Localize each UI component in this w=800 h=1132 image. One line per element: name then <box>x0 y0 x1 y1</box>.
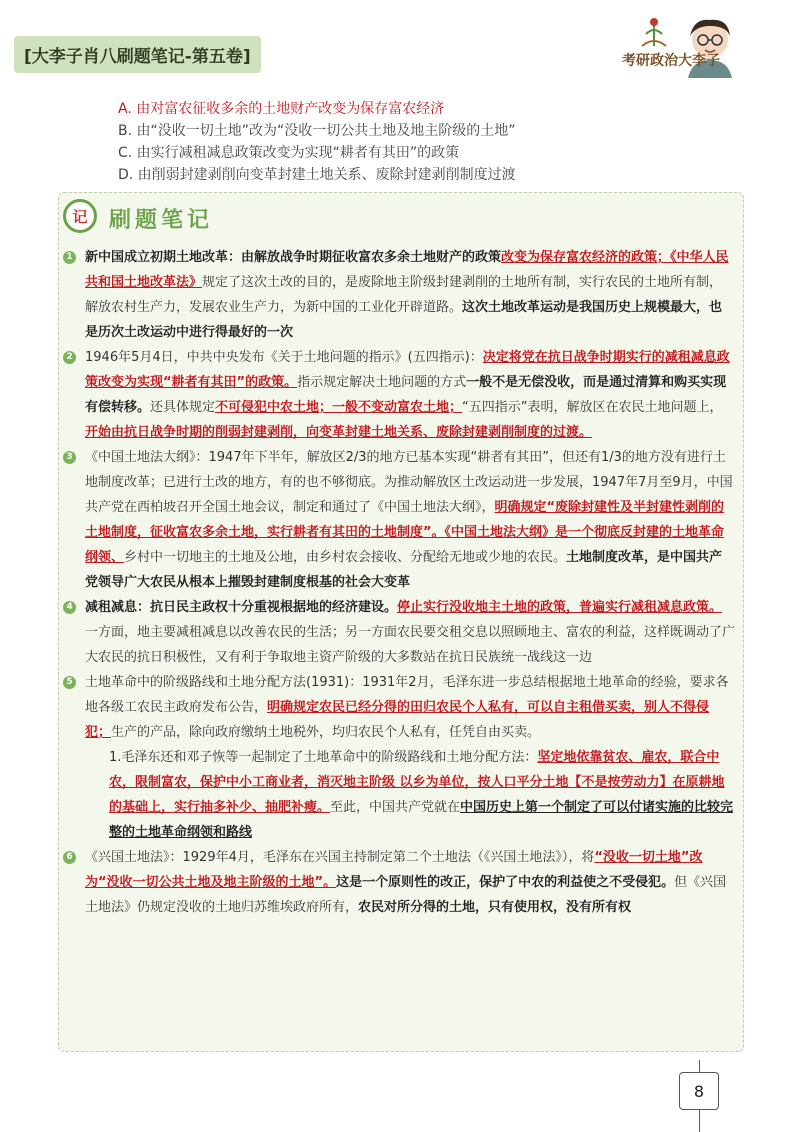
note-text-segment: 这次土地改革运动是我国历史上规模最大，也是历次土改运动中进行得最好的一次 <box>85 300 723 340</box>
note-text-segment: 至此，中国共产党就在 <box>330 800 461 815</box>
option-d: D. 由削弱封建剥削向变革封建土地关系、废除封建剥削制度过渡 <box>118 167 516 183</box>
note-text-segment: 土地革命中的阶级路线和土地分配方法(1931)：1931年2月，毛泽东进一步总结根据地土地革命的经验，要求各地各级工农民主政府发布公告， <box>85 675 729 715</box>
note-text-segment: 土地制度改革，是中国共产党领导广大农民从根本上摧毁封建制度根基的社会大变革 <box>85 550 723 590</box>
note-sub-item <box>59 745 735 845</box>
note-text-segment: 规定了这次土改的目的，是废除地主阶级封建剥削的土地所有制，实行农民的土地所有制，解放农村生产力，发展农业生产力，为新中国的工业化开辟道路。 <box>85 275 723 315</box>
note-text-segment: 决定将党在抗日战争时期实行的减租减息政策改变为实现“耕者有其田”的政策。 <box>85 350 730 390</box>
notes-box <box>58 192 744 1052</box>
brand-text: 考研政治大李子 <box>622 53 720 69</box>
note-text-segment: 新中国成立初期土地改革：由解放战争时期征收富农多余土地财产的政策 <box>85 250 502 265</box>
note-text-segment: 停止实行没收地主土地的政策，普遍实行减租减息政策。 <box>397 600 723 615</box>
note-number-bullet: 5 <box>63 676 76 689</box>
note-text-segment: 开始由抗日战争时期的削弱封建剥削，向变革封建土地关系、废除封建剥削制度的过渡。 <box>85 425 593 440</box>
note-text-segment: 1.毛泽东还和邓子恢等一起制定了土地革命中的阶级路线和土地分配方法： <box>109 750 538 765</box>
note-text-segment: 改变为保存富农经济的政策；《中华人民共和国土地改革法》 <box>85 250 729 290</box>
note-text-segment: 一般不是无偿没收，而是通过清算和购买实现有偿转移。 <box>85 375 727 415</box>
note-text-segment: 农民对所分得的土地，只有使用权，没有所有权 <box>358 900 632 915</box>
note-text-segment: 1946年5月4日，中共中央发布《关于土地问题的指示》(五四指示)： <box>85 350 483 365</box>
note-text-segment: 乡村中一切地主的土地及公地，由乡村农会接收、分配给无地或少地的农民。 <box>124 550 567 565</box>
note-text-segment: 减租减息：抗日民主政权十分重视根据地的经济建设。 <box>85 600 398 615</box>
note-text-segment: 《兴国土地法》：1929年4月，毛泽东在兴国主持制定第二个土地法（《兴国土地法》），将 <box>85 850 595 865</box>
note-text-segment: 这是一个原则性的改正，保护了中农的利益使之不受侵犯。 <box>336 875 675 890</box>
note-text-segment: 《中国土地法大纲》：1947年下半年，解放区2/3的地方已基本实现“耕者有其田”，但还有1/3的地方没有进行土地制度改革；已进行土改的地方，有的也不够彻底。为推动解放区土改运动进一步发展，1947年7月至9月，中国共产党在西柏坡召开全国土地会议，制定和通过了《中国土地法大纲》， <box>85 450 733 515</box>
header-tag: [大李子肖八刷题笔记-第五卷] <box>14 36 261 73</box>
note-number-bullet: 1 <box>63 251 76 264</box>
note-number-bullet: 3 <box>63 451 76 464</box>
note-item <box>59 445 735 595</box>
note-text-segment: 还具体规定 <box>150 400 216 415</box>
note-item <box>59 345 735 445</box>
note-text-segment: 指示规定解决土地问题的方式 <box>297 375 467 390</box>
note-text-segment: 一方面，地主要减租减息以改善农民的生活；另一方面农民要交租交息以照顾地主、富农的利益，这样既调动了广大农民的抗日积极性，又有利于争取地主资产阶级的大多数站在抗日民族统一战线这一边 <box>85 625 736 665</box>
note-item <box>59 845 735 920</box>
note-text-segment: 中国历史上第一个制定了可以付诸实施的比较完整的土地革命纲领和路线 <box>109 800 734 840</box>
note-text-segment: 不可侵犯中农土地；一般不变动富农土地； <box>215 400 463 415</box>
note-text-segment: 但《兴国土地法》仍规定没收的土地归苏维埃政府所有， <box>85 875 727 915</box>
note-text-segment: 坚定地依靠贫农、雇农，联合中农，限制富农，保护中小工商业者，消灭地主阶级 以乡为单位，按人口平分土地【不是按劳动力】在原耕地的基础上，实行抽多补少、抽肥补瘦。 <box>109 750 725 815</box>
note-text-segment: 明确规定农民已经分得的田归农民个人私有，可以自主租借买卖，别人不得侵犯； <box>85 700 710 740</box>
note-text-segment: 生产的产品，除向政府缴纳土地税外，均归农民个人私有，任凭自由买卖。 <box>111 725 541 740</box>
notes-header <box>63 197 283 237</box>
answer-options <box>118 98 718 186</box>
option-b: B. 由“没收一切土地”改为“没收一切公共土地及地主阶级的土地” <box>118 123 516 139</box>
notes-icon: 记 <box>63 199 97 233</box>
note-text-segment: “五四指示”表明，解放区在农民土地问题上， <box>462 400 723 415</box>
notes-content <box>59 245 745 920</box>
note-item <box>59 670 735 745</box>
option-c: C. 由实行减租减息政策改变为实现“耕者有其田”的政策 <box>118 145 460 161</box>
page-number: 8 <box>679 1072 719 1110</box>
note-item <box>59 595 735 670</box>
note-text-segment: 明确规定“废除封建性及半封建性剥削的土地制度，征收富农多余土地，实行耕者有其田的土地制度”。《中国土地法大纲》是一个彻底反封建的土地革命纲领、 <box>85 500 725 565</box>
note-number-bullet: 4 <box>63 601 76 614</box>
notes-title: 刷题笔记 <box>109 208 214 233</box>
option-a: A. 由对富农征收多余的土地财产改变为保存富农经济 <box>118 101 445 117</box>
note-number-bullet: 2 <box>63 351 76 364</box>
note-number-bullet: 6 <box>63 851 76 864</box>
note-text-segment: “没收一切土地”改为“没收一切公共土地及地主阶级的土地”。 <box>85 850 703 890</box>
note-item <box>59 245 735 345</box>
